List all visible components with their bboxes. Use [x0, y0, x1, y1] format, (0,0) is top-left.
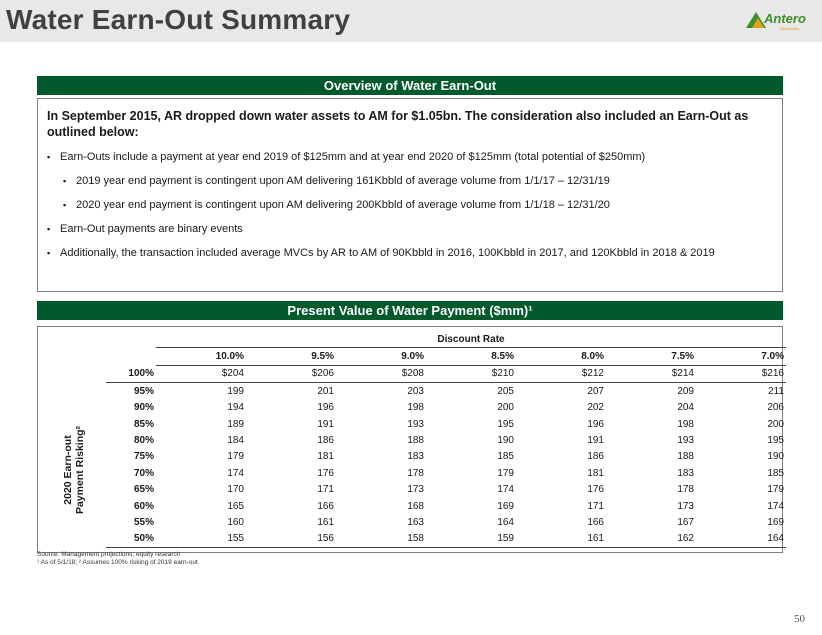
- table-cell: 178: [407, 467, 424, 479]
- table-cell: 169: [767, 516, 784, 528]
- table-cell: 156: [246, 531, 336, 548]
- row-header: 80%: [133, 435, 154, 447]
- column-header: 8.0%: [516, 348, 606, 365]
- table-cell: 170: [227, 484, 244, 496]
- footnotes: [37, 551, 198, 567]
- table-cell: 186: [587, 451, 604, 463]
- row-axis-label-line1: 2020 Earn-out: [62, 435, 74, 505]
- table-cell: 176: [587, 484, 604, 496]
- table-cell: 186: [317, 435, 334, 447]
- logo-subtext: Resources: [780, 26, 800, 31]
- table-cell: 178: [677, 484, 694, 496]
- table-cell: 179: [497, 467, 514, 479]
- footnote-text: ¹ As of 5/1/18; ² Assumes 100% risking of 2019 earn-out: [37, 559, 198, 566]
- table-row: [106, 465, 786, 481]
- row-header: 65%: [133, 484, 154, 496]
- table-cell: 200: [497, 402, 514, 414]
- table-cell: 200: [767, 418, 784, 430]
- table-cell: 201: [317, 385, 334, 397]
- table-cell: 163: [407, 516, 424, 528]
- table-cell: 179: [767, 484, 784, 496]
- table-cell: 191: [317, 418, 334, 430]
- bullet-text: Earn-Outs include a payment at year end 2019 of $125mm and at year end 2020 of $125mm (total potential of $250mm): [60, 151, 646, 163]
- row-header: 60%: [133, 500, 154, 512]
- table-cell: 168: [407, 500, 424, 512]
- table-cell: 209: [677, 385, 694, 397]
- table-cell: 174: [497, 484, 514, 496]
- column-header: 7.5%: [606, 348, 696, 365]
- table-cell: 161: [516, 531, 606, 548]
- table-cell: 181: [587, 467, 604, 479]
- column-header: 9.5%: [246, 348, 336, 365]
- bullet-text: Earn-Out payments are binary events: [60, 223, 243, 235]
- row-header: 85%: [133, 418, 154, 430]
- table-row: [106, 498, 786, 514]
- row-header: 100%: [106, 365, 156, 382]
- table-cell: 160: [227, 516, 244, 528]
- row-axis-label-line2: Payment Risking²: [74, 425, 86, 515]
- table-row: [106, 416, 786, 432]
- overview-heading: Overview of Water Earn-Out: [37, 76, 783, 95]
- table-cell: 164: [696, 531, 786, 548]
- table-row: [106, 432, 786, 448]
- logo-wordmark: Antero: [764, 11, 806, 26]
- table-cell: 174: [767, 500, 784, 512]
- table-cell: 196: [587, 418, 604, 430]
- table-row: [106, 531, 786, 548]
- overview-box: [37, 98, 783, 292]
- sub-bullet-item: [63, 174, 775, 188]
- table-cell: 166: [317, 500, 334, 512]
- table-cell: $210: [426, 365, 516, 382]
- bullet-item: [47, 246, 775, 260]
- bullet-text: Additionally, the transaction included average MVCs by AR to AM of 90Kbbld in 2016, 100Kbbld in 2017, and 120Kbbld in 2018 & 2019: [60, 247, 715, 259]
- bullet-item: [47, 222, 775, 236]
- table-cell: $214: [606, 365, 696, 382]
- bullet-text: 2019 year end payment is contingent upon AM delivering 161Kbbld of average volume from 1/1/17 – 12/31/19: [76, 175, 610, 187]
- table-cell: 205: [497, 385, 514, 397]
- table-cell: 162: [606, 531, 696, 548]
- table-row: [106, 449, 786, 465]
- table-cell: $216: [696, 365, 786, 382]
- table-cell: 173: [677, 500, 694, 512]
- table-row: [106, 383, 786, 400]
- page-number: 50: [794, 613, 805, 625]
- table-cell: 203: [407, 385, 424, 397]
- table-cell: 190: [497, 435, 514, 447]
- table-cell: $208: [336, 365, 426, 382]
- bullet-text: 2020 year end payment is contingent upon AM delivering 200Kbbld of average volume from 1/1/18 – 12/31/20: [76, 199, 610, 211]
- table-cell: 198: [677, 418, 694, 430]
- row-header: 50%: [106, 531, 156, 548]
- discount-rate-header-row: [106, 331, 786, 348]
- bullet-marker-icon: ▪: [47, 248, 51, 258]
- table-cell: $212: [516, 365, 606, 382]
- row-header: 95%: [133, 385, 154, 397]
- table-cell: 194: [227, 402, 244, 414]
- table-cell: 195: [497, 418, 514, 430]
- table-cell: 195: [767, 435, 784, 447]
- pv-table-heading: Present Value of Water Payment ($mm)¹: [37, 301, 783, 320]
- table-cell: 183: [407, 451, 424, 463]
- column-header: 10.0%: [156, 348, 246, 365]
- table-cell: 189: [227, 418, 244, 430]
- table-cell: 164: [497, 516, 514, 528]
- source-note: Source: Management projections; equity research: [37, 551, 181, 558]
- table-cell: 206: [767, 402, 784, 414]
- column-header: 7.0%: [696, 348, 786, 365]
- table-cell: 185: [767, 467, 784, 479]
- pv-table-body: [106, 365, 786, 547]
- row-header: 75%: [133, 451, 154, 463]
- table-cell: 159: [426, 531, 516, 548]
- table-cell: 174: [227, 467, 244, 479]
- bullet-marker-icon: ▪: [47, 224, 51, 234]
- bullet-marker-icon: ▪: [47, 152, 51, 162]
- column-header-row: [106, 348, 786, 365]
- column-header: 8.5%: [426, 348, 516, 365]
- table-cell: 166: [587, 516, 604, 528]
- table-row: [106, 482, 786, 498]
- table-cell: 173: [407, 484, 424, 496]
- table-cell: 161: [317, 516, 334, 528]
- table-cell: 158: [336, 531, 426, 548]
- sub-bullet-item: [63, 198, 775, 212]
- title-bar: [0, 0, 822, 42]
- overview-intro: In September 2015, AR dropped down water assets to AM for $1.05bn. The consideration also included an Earn-Out as outlined below:: [47, 109, 749, 139]
- table-cell: 193: [677, 435, 694, 447]
- table-cell: 193: [407, 418, 424, 430]
- table-cell: 169: [497, 500, 514, 512]
- table-cell: 204: [677, 402, 694, 414]
- table-cell: 211: [768, 385, 784, 397]
- row-header: 90%: [133, 402, 154, 414]
- table-cell: 155: [156, 531, 246, 548]
- table-cell: 176: [317, 467, 334, 479]
- page-title: Water Earn-Out Summary: [6, 4, 351, 35]
- table-cell: 188: [677, 451, 694, 463]
- table-cell: 181: [317, 451, 334, 463]
- table-cell: $204: [156, 365, 246, 382]
- table-cell: 207: [587, 385, 604, 397]
- table-cell: 199: [227, 385, 244, 397]
- table-cell: 202: [587, 402, 604, 414]
- table-row: [106, 514, 786, 530]
- bullet-marker-icon: ▪: [63, 200, 67, 210]
- row-header: 55%: [133, 516, 154, 528]
- company-logo: [744, 8, 814, 34]
- table-cell: 165: [227, 500, 244, 512]
- discount-rate-label: Discount Rate: [156, 331, 786, 348]
- table-cell: 188: [407, 435, 424, 447]
- row-axis-label: [44, 420, 104, 520]
- table-cell: 171: [587, 500, 604, 512]
- column-header: 9.0%: [336, 348, 426, 365]
- table-row: [106, 365, 786, 382]
- bullet-item: [47, 150, 775, 164]
- table-cell: 179: [227, 451, 244, 463]
- table-cell: 190: [767, 451, 784, 463]
- pv-table: [106, 331, 786, 548]
- bullet-marker-icon: ▪: [63, 176, 67, 186]
- table-cell: 198: [407, 402, 424, 414]
- table-cell: 184: [227, 435, 244, 447]
- table-cell: 167: [677, 516, 694, 528]
- table-cell: 183: [677, 467, 694, 479]
- row-header: 70%: [133, 467, 154, 479]
- table-cell: 191: [587, 435, 604, 447]
- table-row: [106, 400, 786, 416]
- table-cell: 171: [317, 484, 334, 496]
- table-cell: 185: [497, 451, 514, 463]
- table-cell: 196: [317, 402, 334, 414]
- table-cell: $206: [246, 365, 336, 382]
